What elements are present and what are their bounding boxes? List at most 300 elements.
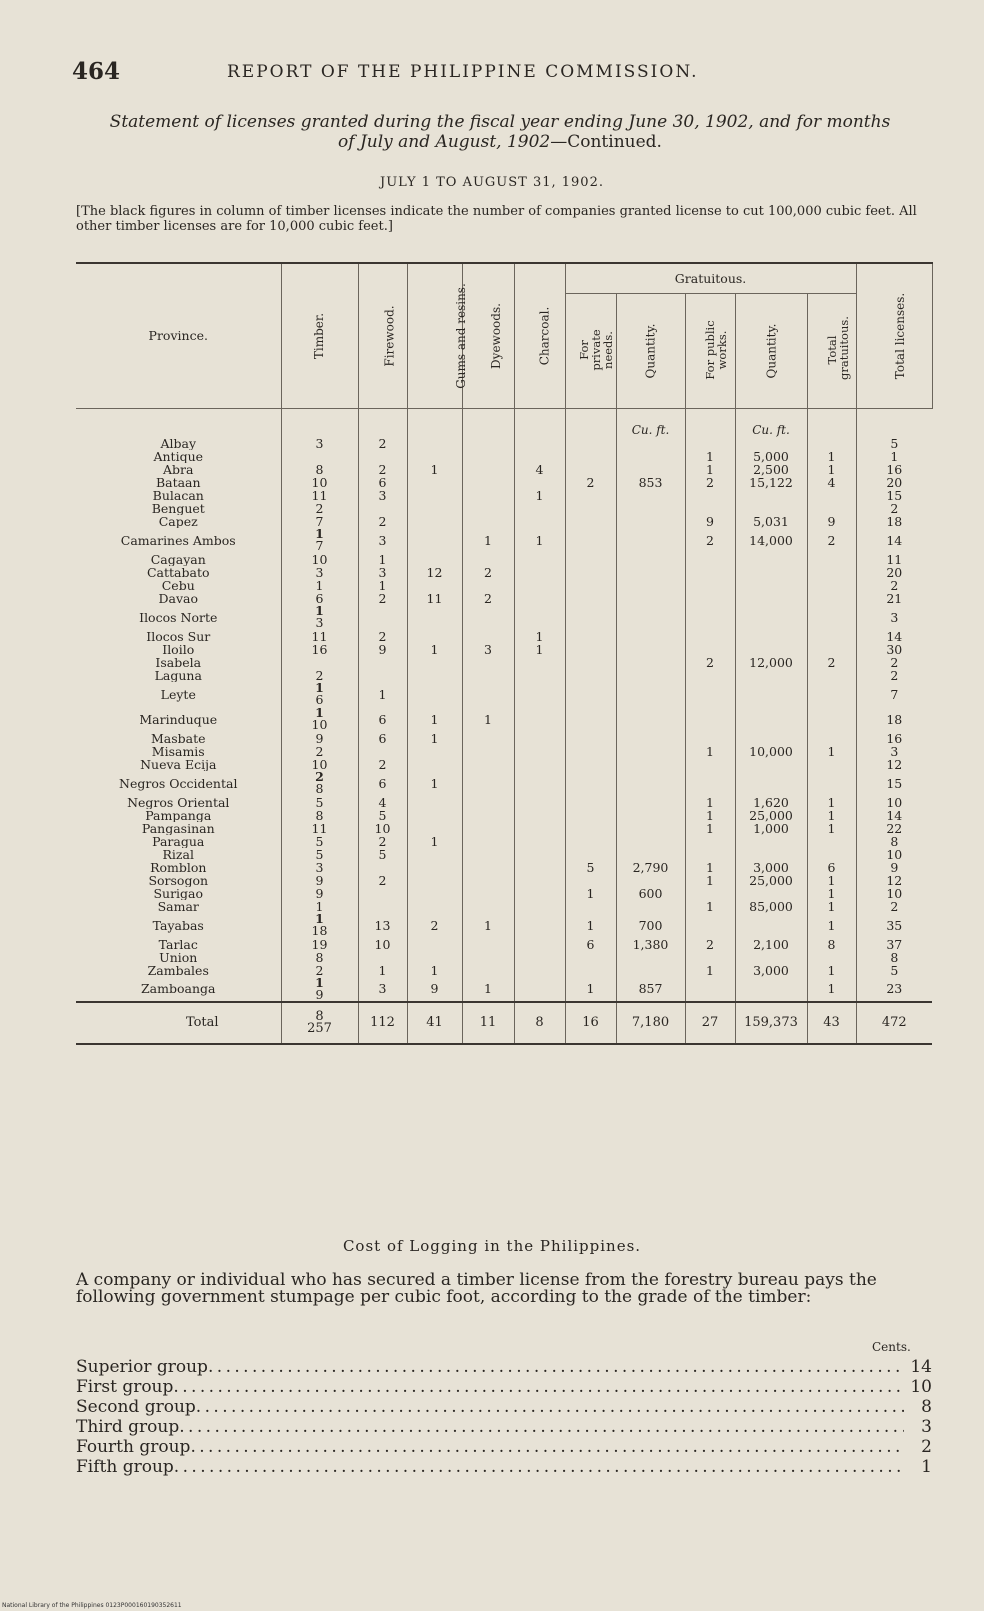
cell-char (514, 656, 565, 669)
col-charcoal: Charcoal. (514, 263, 565, 408)
cell-dye: 1 (462, 913, 514, 938)
cell-pub (685, 605, 735, 630)
total-timber-licenses: 257 (307, 1020, 332, 1036)
col-private-needs: For private needs. (565, 293, 616, 408)
cell-dye (462, 758, 514, 771)
cell-total: 18 (856, 707, 932, 732)
cell-gums (407, 745, 462, 758)
cell-tg: 1 (807, 796, 856, 809)
cell-char (514, 913, 565, 938)
cell-firewood: 1 (358, 964, 407, 977)
total-total: 472 (856, 1002, 932, 1044)
cell-pub (685, 848, 735, 861)
table-row (76, 463, 932, 476)
total-q1: 7,180 (616, 1002, 685, 1044)
page-number: 464 (72, 58, 121, 85)
cell-q1 (616, 643, 685, 656)
leader-dots (190, 1437, 904, 1457)
cell-timber: 3 (281, 437, 358, 450)
cell-firewood: 4 (358, 796, 407, 809)
cell-q1 (616, 450, 685, 463)
cell-q2 (735, 771, 807, 796)
cell-total: 23 (856, 977, 932, 1002)
total-label: Total (76, 1002, 281, 1044)
cell-q2: 85,000 (735, 900, 807, 913)
cell-char (514, 732, 565, 745)
cell-pub (685, 669, 735, 682)
cell-tg: 1 (807, 913, 856, 938)
cell-q1 (616, 489, 685, 502)
cost-section-title: Cost of Logging in the Philippines. (342, 1237, 642, 1255)
cell-q1 (616, 630, 685, 643)
cell-char (514, 964, 565, 977)
cell-q1 (616, 900, 685, 913)
grade-label: Second group (76, 1397, 196, 1417)
cell-q2 (735, 758, 807, 771)
table-row (76, 656, 932, 669)
table-row (76, 964, 932, 977)
cell-gums (407, 502, 462, 515)
grade-row (76, 1357, 932, 1377)
cell-char (514, 796, 565, 809)
cell-q1 (616, 771, 685, 796)
grade-label: Superior group (76, 1357, 208, 1377)
grade-cents: 2 (921, 1437, 932, 1457)
cell-firewood (358, 861, 407, 874)
cell-priv: 2 (565, 476, 616, 489)
cell-priv (565, 707, 616, 732)
cell-tg (807, 553, 856, 566)
cell-char (514, 887, 565, 900)
grade-list (76, 1357, 932, 1477)
cell-dye (462, 900, 514, 913)
cell-q2 (735, 630, 807, 643)
table-row (76, 913, 932, 938)
cell-firewood: 13 (358, 913, 407, 938)
grade-cents: 10 (910, 1377, 932, 1397)
cell-dye: 1 (462, 707, 514, 732)
cell-q1 (616, 732, 685, 745)
cell-total: 22 (856, 822, 932, 835)
province-name: Leyte (160, 686, 196, 702)
table-row (76, 707, 932, 732)
cell-q1: 700 (616, 913, 685, 938)
cell-tg (807, 835, 856, 848)
province-name: Capez (158, 514, 198, 528)
cell-priv (565, 579, 616, 592)
cell-dye (462, 745, 514, 758)
cell-q1: 853 (616, 476, 685, 489)
province-name: Isabela (155, 655, 202, 669)
cell-firewood: 3 (358, 528, 407, 553)
cell-q2: 2,500 (735, 463, 807, 476)
cell-priv (565, 951, 616, 964)
cell-timber (281, 977, 358, 1002)
cell-dye: 1 (462, 977, 514, 1002)
cell-dye (462, 502, 514, 515)
cell-char (514, 566, 565, 579)
cell-q1 (616, 707, 685, 732)
cell-char (514, 771, 565, 796)
cell-q2 (735, 566, 807, 579)
province-name: Zamboanga (141, 981, 216, 996)
cell-q2: 25,000 (735, 874, 807, 887)
cell-total: 10 (856, 848, 932, 861)
cell-tg: 1 (807, 822, 856, 835)
cell-total: 3 (856, 605, 932, 630)
cell-timber: 8 (281, 809, 358, 822)
cell-gums (407, 796, 462, 809)
cell-dye (462, 656, 514, 669)
total-row (76, 1002, 932, 1044)
cell-priv (565, 669, 616, 682)
cell-firewood (358, 502, 407, 515)
cell-q2 (735, 848, 807, 861)
cell-timber: 5 (281, 796, 358, 809)
cell-dye (462, 489, 514, 502)
table-row (76, 771, 932, 796)
cell-dye: 2 (462, 566, 514, 579)
leader-dots (174, 1457, 904, 1477)
cell-firewood: 2 (358, 874, 407, 887)
cell-q1 (616, 579, 685, 592)
cell-total: 8 (856, 835, 932, 848)
cell-gums (407, 758, 462, 771)
cell-tg: 1 (807, 450, 856, 463)
province-name: Pangasinan (141, 821, 215, 835)
cell-q2: 14,000 (735, 528, 807, 553)
timber-licenses: 7 (315, 538, 324, 553)
province-name: Romblon (150, 860, 207, 874)
cell-tg: 4 (807, 476, 856, 489)
cell-dye (462, 682, 514, 707)
cell-pub (685, 579, 735, 592)
table-row (76, 643, 932, 656)
cell-priv (565, 592, 616, 605)
cell-priv (565, 964, 616, 977)
province-name: Tayabas (152, 917, 204, 933)
grade-row (76, 1377, 932, 1397)
cell-q2 (735, 669, 807, 682)
cost-paragraph: A company or individual who has secured a timber license from the forestry bureau pays the following government stumpage per cubic foot, according to the grade of the timber: (76, 1270, 877, 1307)
cell-total: 8 (856, 951, 932, 964)
cell-gums (407, 669, 462, 682)
cell-pub (685, 707, 735, 732)
cell-firewood: 10 (358, 822, 407, 835)
cell-pub (685, 489, 735, 502)
cell-gums (407, 900, 462, 913)
total-q2: 159,373 (735, 1002, 807, 1044)
province-name: Cattabato (146, 565, 210, 579)
cell-total: 2 (856, 656, 932, 669)
table-row (76, 450, 932, 463)
col-dyewoods: Dyewoods. (462, 263, 514, 408)
cell-char (514, 900, 565, 913)
cell-priv (565, 605, 616, 630)
cell-timber: 10 (281, 476, 358, 489)
cell-gums (407, 861, 462, 874)
grade-label: First group (76, 1377, 174, 1397)
cell-q1 (616, 796, 685, 809)
cell-pub: 1 (685, 964, 735, 977)
cell-tg (807, 732, 856, 745)
cell-tg (807, 758, 856, 771)
cell-q1 (616, 592, 685, 605)
cell-char (514, 809, 565, 822)
cell-q1 (616, 437, 685, 450)
table-row (76, 489, 932, 502)
cell-gums: 1 (407, 732, 462, 745)
table-row (76, 938, 932, 951)
cell-dye (462, 822, 514, 835)
timber-companies: 1 (315, 681, 324, 695)
table-row (76, 592, 932, 605)
cell-q1 (616, 605, 685, 630)
cell-tg: 1 (807, 745, 856, 758)
timber-companies: 1 (315, 976, 324, 990)
cell-total: 9 (856, 861, 932, 874)
cell-tg: 1 (807, 964, 856, 977)
cell-pub: 1 (685, 861, 735, 874)
cell-dye (462, 515, 514, 528)
cell-tg (807, 630, 856, 643)
cell-total: 2 (856, 579, 932, 592)
cell-priv (565, 732, 616, 745)
cell-firewood: 3 (358, 566, 407, 579)
cell-timber: 9 (281, 874, 358, 887)
cell-gums: 11 (407, 592, 462, 605)
cell-q1 (616, 553, 685, 566)
cell-q1 (616, 682, 685, 707)
cell-q2 (735, 835, 807, 848)
statement-title (70, 112, 930, 152)
cell-firewood: 1 (358, 579, 407, 592)
cell-firewood: 6 (358, 476, 407, 489)
cell-char (514, 861, 565, 874)
province-name: Ilocos Sur (146, 629, 211, 643)
cell-pub: 1 (685, 450, 735, 463)
province-name: Negros Oriental (127, 795, 230, 809)
table-row (76, 745, 932, 758)
cell-pub: 2 (685, 938, 735, 951)
grade-label: Fourth group (76, 1437, 191, 1457)
cell-priv (565, 874, 616, 887)
cell-timber: 5 (281, 835, 358, 848)
cell-pub: 1 (685, 745, 735, 758)
cell-timber: 16 (281, 643, 358, 656)
cell-gums (407, 450, 462, 463)
table-row (76, 682, 932, 707)
cell-pub (685, 977, 735, 1002)
cell-dye (462, 951, 514, 964)
table-row (76, 861, 932, 874)
cell-q2 (735, 977, 807, 1002)
cell-q2 (735, 605, 807, 630)
cell-gums (407, 630, 462, 643)
cell-priv (565, 848, 616, 861)
cell-q1 (616, 964, 685, 977)
cell-char (514, 874, 565, 887)
cell-priv: 1 (565, 977, 616, 1002)
cell-q2: 10,000 (735, 745, 807, 758)
total-timber (281, 1002, 358, 1044)
cell-pub: 1 (685, 874, 735, 887)
cell-char: 1 (514, 630, 565, 643)
cell-char (514, 669, 565, 682)
cell-gums (407, 682, 462, 707)
grade-label: Third group (76, 1417, 180, 1437)
table-row (76, 887, 932, 900)
running-title: REPORT OF THE PHILIPPINE COMMISSION. (227, 62, 699, 82)
cell-tg (807, 848, 856, 861)
grade-cents: 14 (910, 1357, 932, 1377)
cell-total: 11 (856, 553, 932, 566)
table-row (76, 437, 932, 450)
col-firewood: Firewood. (358, 263, 407, 408)
grade-row (76, 1417, 932, 1437)
cell-pub: 2 (685, 656, 735, 669)
cell-timber: 9 (281, 732, 358, 745)
cell-total: 20 (856, 566, 932, 579)
cell-total: 3 (856, 745, 932, 758)
cell-pub (685, 951, 735, 964)
total-pub: 27 (685, 1002, 735, 1044)
cell-gums (407, 528, 462, 553)
cell-timber: 1 (281, 579, 358, 592)
col-quantity-private: Quantity. (616, 293, 685, 408)
table-row (76, 977, 932, 1002)
leader-dots (173, 1377, 904, 1397)
cell-tg (807, 605, 856, 630)
cell-char (514, 758, 565, 771)
cell-pub (685, 437, 735, 450)
cell-char (514, 745, 565, 758)
page-header (72, 58, 924, 88)
cell-total: 20 (856, 476, 932, 489)
cell-priv (565, 643, 616, 656)
cell-pub (685, 553, 735, 566)
cell-priv (565, 566, 616, 579)
total-timber-companies: 8 (315, 1008, 324, 1024)
timber-companies: 1 (315, 706, 324, 720)
cell-q1 (616, 835, 685, 848)
cell-tg (807, 502, 856, 515)
province-name: Marinduque (139, 711, 218, 727)
cell-gums (407, 437, 462, 450)
cell-char (514, 938, 565, 951)
cell-tg: 1 (807, 900, 856, 913)
cell-priv (565, 437, 616, 450)
cell-firewood: 6 (358, 707, 407, 732)
cell-gums (407, 951, 462, 964)
cell-dye (462, 964, 514, 977)
cell-q1: 1,380 (616, 938, 685, 951)
cell-timber: 10 (281, 758, 358, 771)
cell-timber: 1 (281, 900, 358, 913)
cell-q2: 3,000 (735, 861, 807, 874)
cell-total: 7 (856, 682, 932, 707)
cell-firewood: 5 (358, 809, 407, 822)
period-heading: JULY 1 TO AUGUST 31, 1902. (380, 175, 604, 190)
cell-firewood: 3 (358, 489, 407, 502)
cell-dye (462, 463, 514, 476)
cell-firewood: 2 (358, 630, 407, 643)
cell-tg (807, 669, 856, 682)
cell-priv (565, 489, 616, 502)
cell-dye (462, 796, 514, 809)
province-name: Antique (153, 449, 204, 463)
cell-q1: 2,790 (616, 861, 685, 874)
cell-dye (462, 732, 514, 745)
cell-gums: 9 (407, 977, 462, 1002)
leader-dots (208, 1357, 904, 1377)
timber-companies: 2 (315, 770, 324, 784)
cell-total: 2 (856, 900, 932, 913)
province-name: Tarlac (158, 937, 198, 951)
cell-q1 (616, 822, 685, 835)
cell-dye (462, 579, 514, 592)
cell-firewood: 9 (358, 643, 407, 656)
cell-total: 14 (856, 528, 932, 553)
cell-tg (807, 437, 856, 450)
col-gums: Gums and resins. (407, 263, 462, 408)
total-char: 8 (514, 1002, 565, 1044)
cell-total: 2 (856, 669, 932, 682)
cell-total: 5 (856, 964, 932, 977)
cell-timber: 2 (281, 669, 358, 682)
cell-priv (565, 515, 616, 528)
cell-dye (462, 887, 514, 900)
cell-tg (807, 579, 856, 592)
timber-licenses: 3 (315, 615, 324, 630)
units-row (76, 408, 932, 437)
cell-q2 (735, 913, 807, 938)
cell-q1 (616, 951, 685, 964)
cell-total: 12 (856, 874, 932, 887)
cell-q1 (616, 874, 685, 887)
cell-q1 (616, 669, 685, 682)
cell-priv: 1 (565, 887, 616, 900)
cell-dye (462, 848, 514, 861)
cell-priv (565, 463, 616, 476)
province-name: Paragua (152, 834, 205, 848)
cell-q1 (616, 566, 685, 579)
cell-pub (685, 758, 735, 771)
cell-timber: 10 (281, 553, 358, 566)
timber-licenses: 10 (311, 717, 328, 732)
statement-line2: of July and August, 1902— (338, 132, 568, 152)
col-total-licenses: Total licenses. (856, 263, 932, 408)
cell-total: 14 (856, 809, 932, 822)
cell-total: 10 (856, 796, 932, 809)
timber-licenses: 8 (315, 781, 324, 796)
timber-companies: 1 (315, 604, 324, 618)
province-name: Union (159, 950, 198, 964)
cell-q2 (735, 502, 807, 515)
cell-char (514, 515, 565, 528)
grade-cents: 1 (921, 1457, 932, 1477)
cell-q1 (616, 758, 685, 771)
grade-cents: 8 (921, 1397, 932, 1417)
grade-cents: 3 (921, 1417, 932, 1437)
cell-firewood: 3 (358, 977, 407, 1002)
cell-tg: 1 (807, 809, 856, 822)
cell-q2 (735, 707, 807, 732)
cell-char (514, 951, 565, 964)
province-name: Negros Occidental (119, 775, 238, 791)
cell-timber: 3 (281, 566, 358, 579)
leader-dots (196, 1397, 904, 1417)
